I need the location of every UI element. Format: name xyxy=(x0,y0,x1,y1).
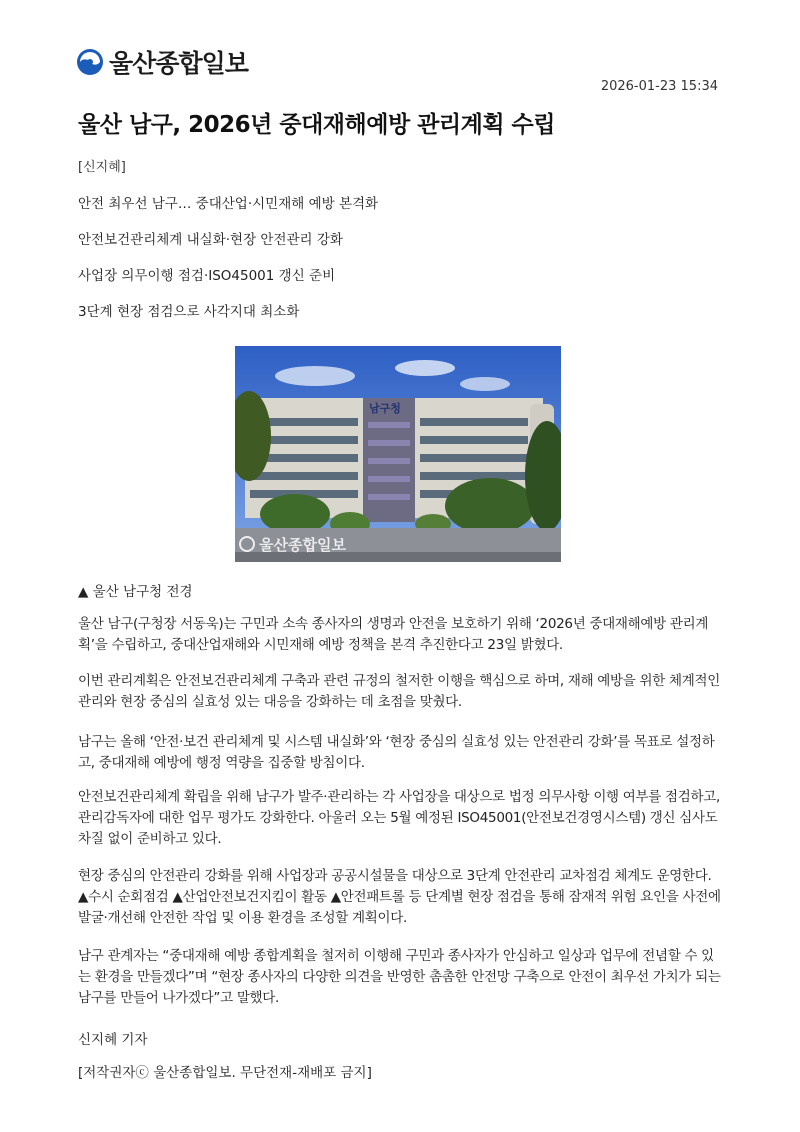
building-photo xyxy=(235,346,561,562)
publication-name[interactable]: 울산종합일보 xyxy=(109,49,248,78)
photo-watermark: 울산종합일보 xyxy=(259,536,346,554)
paragraph-2: 이번 관리계획은 안전보건관리체계 구축과 관련 규정의 철저한 이행을 핵심으로 하며, 재해 예방을 위한 체계적인 관리와 현장 중심의 실효성 있는 대응을 강화하는 데 초점을 맞췄다. xyxy=(78,673,720,710)
swirl-logo-icon xyxy=(76,48,104,76)
paragraph-4: 안전보건관리체계 확립을 위해 남구가 발주·관리하는 각 사업장을 대상으로 법정 의무사항 이행 여부를 점검하고, 관리감독자에 대한 업무 평가도 강화한다. 아울러 오는 5월 예정된 ISO45001(안전보건경영시스템) 갱신 심사도 차질 없이 준비하고 있다. xyxy=(78,789,720,847)
paragraph-3: 남구는 올해 ‘안전·보건 관리체계 및 시스템 내실화’와 ‘현장 중심의 실효성 있는 안전관리 강화’를 목표로 설정하고, 중대재해 예방에 행정 역량을 집중할 방침이다. xyxy=(78,734,715,771)
paragraph-1: 울산 남구(구청장 서동욱)는 구민과 소속 종사자의 생명과 안전을 보호하기 위해 ‘2026년 중대재해예방 관리계획’을 수립하고, 중대산업재해와 시민재해 예방 정책을 본격 추진한다고 23일 밝혔다. xyxy=(78,616,709,653)
photo-caption: ▲ 울산 남구청 전경 xyxy=(78,584,193,600)
reporter-name: 신지혜 기자 xyxy=(78,1032,148,1048)
copyright-notice: [저작권자ⓒ 울산종합일보. 무단전재-재배포 금지] xyxy=(78,1065,372,1081)
article-byline: [신지혜] xyxy=(78,160,126,175)
paragraph-6: 남구 관계자는 “중대재해 예방 종합계획을 철저히 이행해 구민과 종사자가 안심하고 일상과 업무에 전념할 수 있는 환경을 만들겠다”며 “현장 종사자의 다양한 의견을 반영한 촘촘한 안전망 구축으로 안전이 최우선 가치가 되는 남구를 만들어 나가겠다”고 말했다. xyxy=(78,948,721,1006)
article-photo xyxy=(235,346,561,562)
article-title: 울산 남구, 2026년 중대재해예방 관리계획 수립 xyxy=(78,112,555,138)
subhead-4: 3단계 현장 점검으로 사각지대 최소화 xyxy=(78,304,300,320)
article-datetime: 2026-01-23 15:34 xyxy=(600,79,718,94)
subhead-2: 안전보건관리체계 내실화·현장 안전관리 강화 xyxy=(78,232,343,248)
building-sign: 남구청 xyxy=(369,402,401,415)
subhead-3: 사업장 의무이행 점검·ISO45001 갱신 준비 xyxy=(78,268,336,284)
masthead xyxy=(76,44,248,80)
subhead-1: 안전 최우선 남구… 중대산업·시민재해 예방 본격화 xyxy=(78,196,379,212)
paragraph-5: 현장 중심의 안전관리 강화를 위해 사업장과 공공시설물을 대상으로 3단계 안전관리 교차점검 체계도 운영한다. ▲수시 순회점검 ▲산업안전보건지킴이 활동 ▲안전패트롤 등 단계별 현장 점검을 통해 잠재적 위험 요인을 사전에 발굴·개선해 안전한 작업 및 이용 환경을 조성할 계획이다. xyxy=(78,868,721,926)
